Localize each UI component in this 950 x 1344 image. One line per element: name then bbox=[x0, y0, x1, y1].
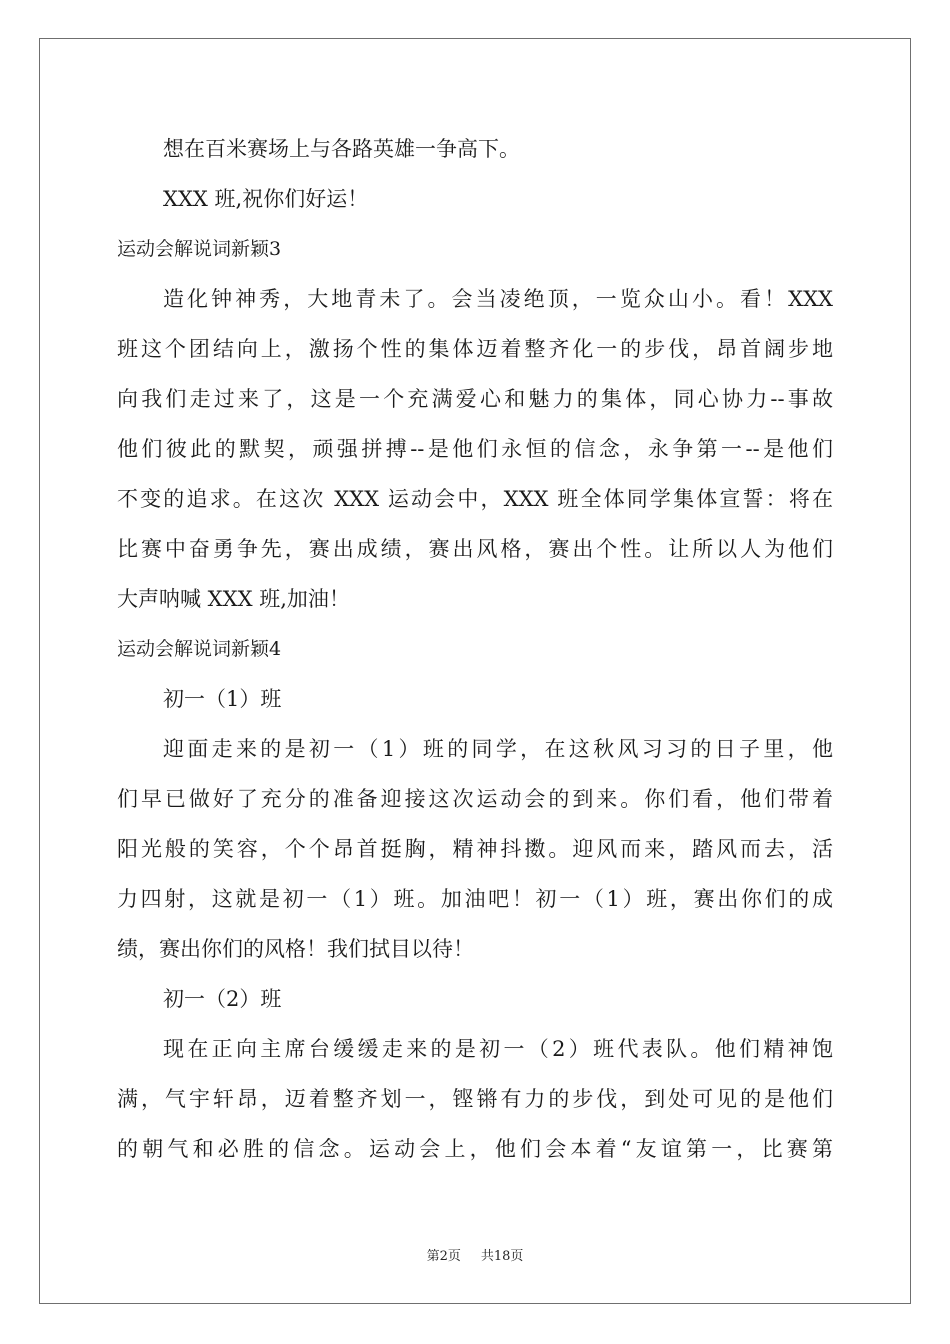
paragraph-line: 绩，赛出你们的风格！我们拭目以待！ bbox=[117, 937, 474, 961]
paragraph-line: 他们彼此的默契，顽强拼搏--是他们永恒的信念，永争第一--是他们 bbox=[117, 437, 833, 461]
paragraph-line: 们早已做好了充分的准备迎接这次运动会的到来。你们看，他们带着 bbox=[117, 787, 833, 811]
page-total: 共18页 bbox=[480, 1249, 524, 1264]
paragraph-line: 大声呐喊 XXX 班,加油！ bbox=[117, 587, 350, 611]
section-heading: 运动会解说词新颖4 bbox=[117, 638, 282, 660]
subsection-heading: 初一（2）班 bbox=[163, 987, 282, 1011]
paragraph-line: 比赛中奋勇争先，赛出成绩，赛出风格，赛出个性。让所以人为他们 bbox=[117, 537, 833, 561]
paragraph-line: 想在百米赛场上与各路英雄一争高下。 bbox=[163, 137, 520, 161]
paragraph-line: 满，气宇轩昂，迈着整齐划一，铿锵有力的步伐，到处可见的是他们 bbox=[117, 1087, 833, 1111]
paragraph-line: XXX 班,祝你们好运！ bbox=[163, 187, 369, 211]
paragraph-line: 现在正向主席台缓缓走来的是初一（2）班代表队。他们精神饱 bbox=[163, 1037, 833, 1061]
page-footer bbox=[0, 1245, 950, 1264]
section-heading: 运动会解说词新颖3 bbox=[117, 238, 282, 260]
paragraph-line: 向我们走过来了，这是一个充满爱心和魅力的集体，同心协力--事故 bbox=[117, 387, 833, 411]
paragraph-line: 力四射，这就是初一（1）班。加油吧！初一（1）班，赛出你们的成 bbox=[117, 887, 833, 911]
page-number: 第2页 bbox=[426, 1249, 461, 1264]
paragraph-line: 班这个团结向上，激扬个性的集体迈着整齐化一的步伐，昂首阔步地 bbox=[117, 337, 833, 361]
paragraph-line: 不变的追求。在这次 XXX 运动会中，XXX 班全体同学集体宣誓：将在 bbox=[117, 487, 833, 511]
paragraph-line: 造化钟神秀，大地青未了。会当凌绝顶，一览众山小。看！XXX bbox=[163, 287, 833, 311]
paragraph-line: 迎面走来的是初一（1）班的同学，在这秋风习习的日子里，他 bbox=[163, 737, 833, 761]
paragraph-line: 的朝气和必胜的信念。运动会上，他们会本着“友谊第一，比赛第 bbox=[117, 1137, 833, 1161]
subsection-heading: 初一（1）班 bbox=[163, 687, 282, 711]
paragraph-line: 阳光般的笑容，个个昂首挺胸，精神抖擞。迎风而来，踏风而去，活 bbox=[117, 837, 833, 861]
document-body bbox=[117, 124, 833, 1174]
